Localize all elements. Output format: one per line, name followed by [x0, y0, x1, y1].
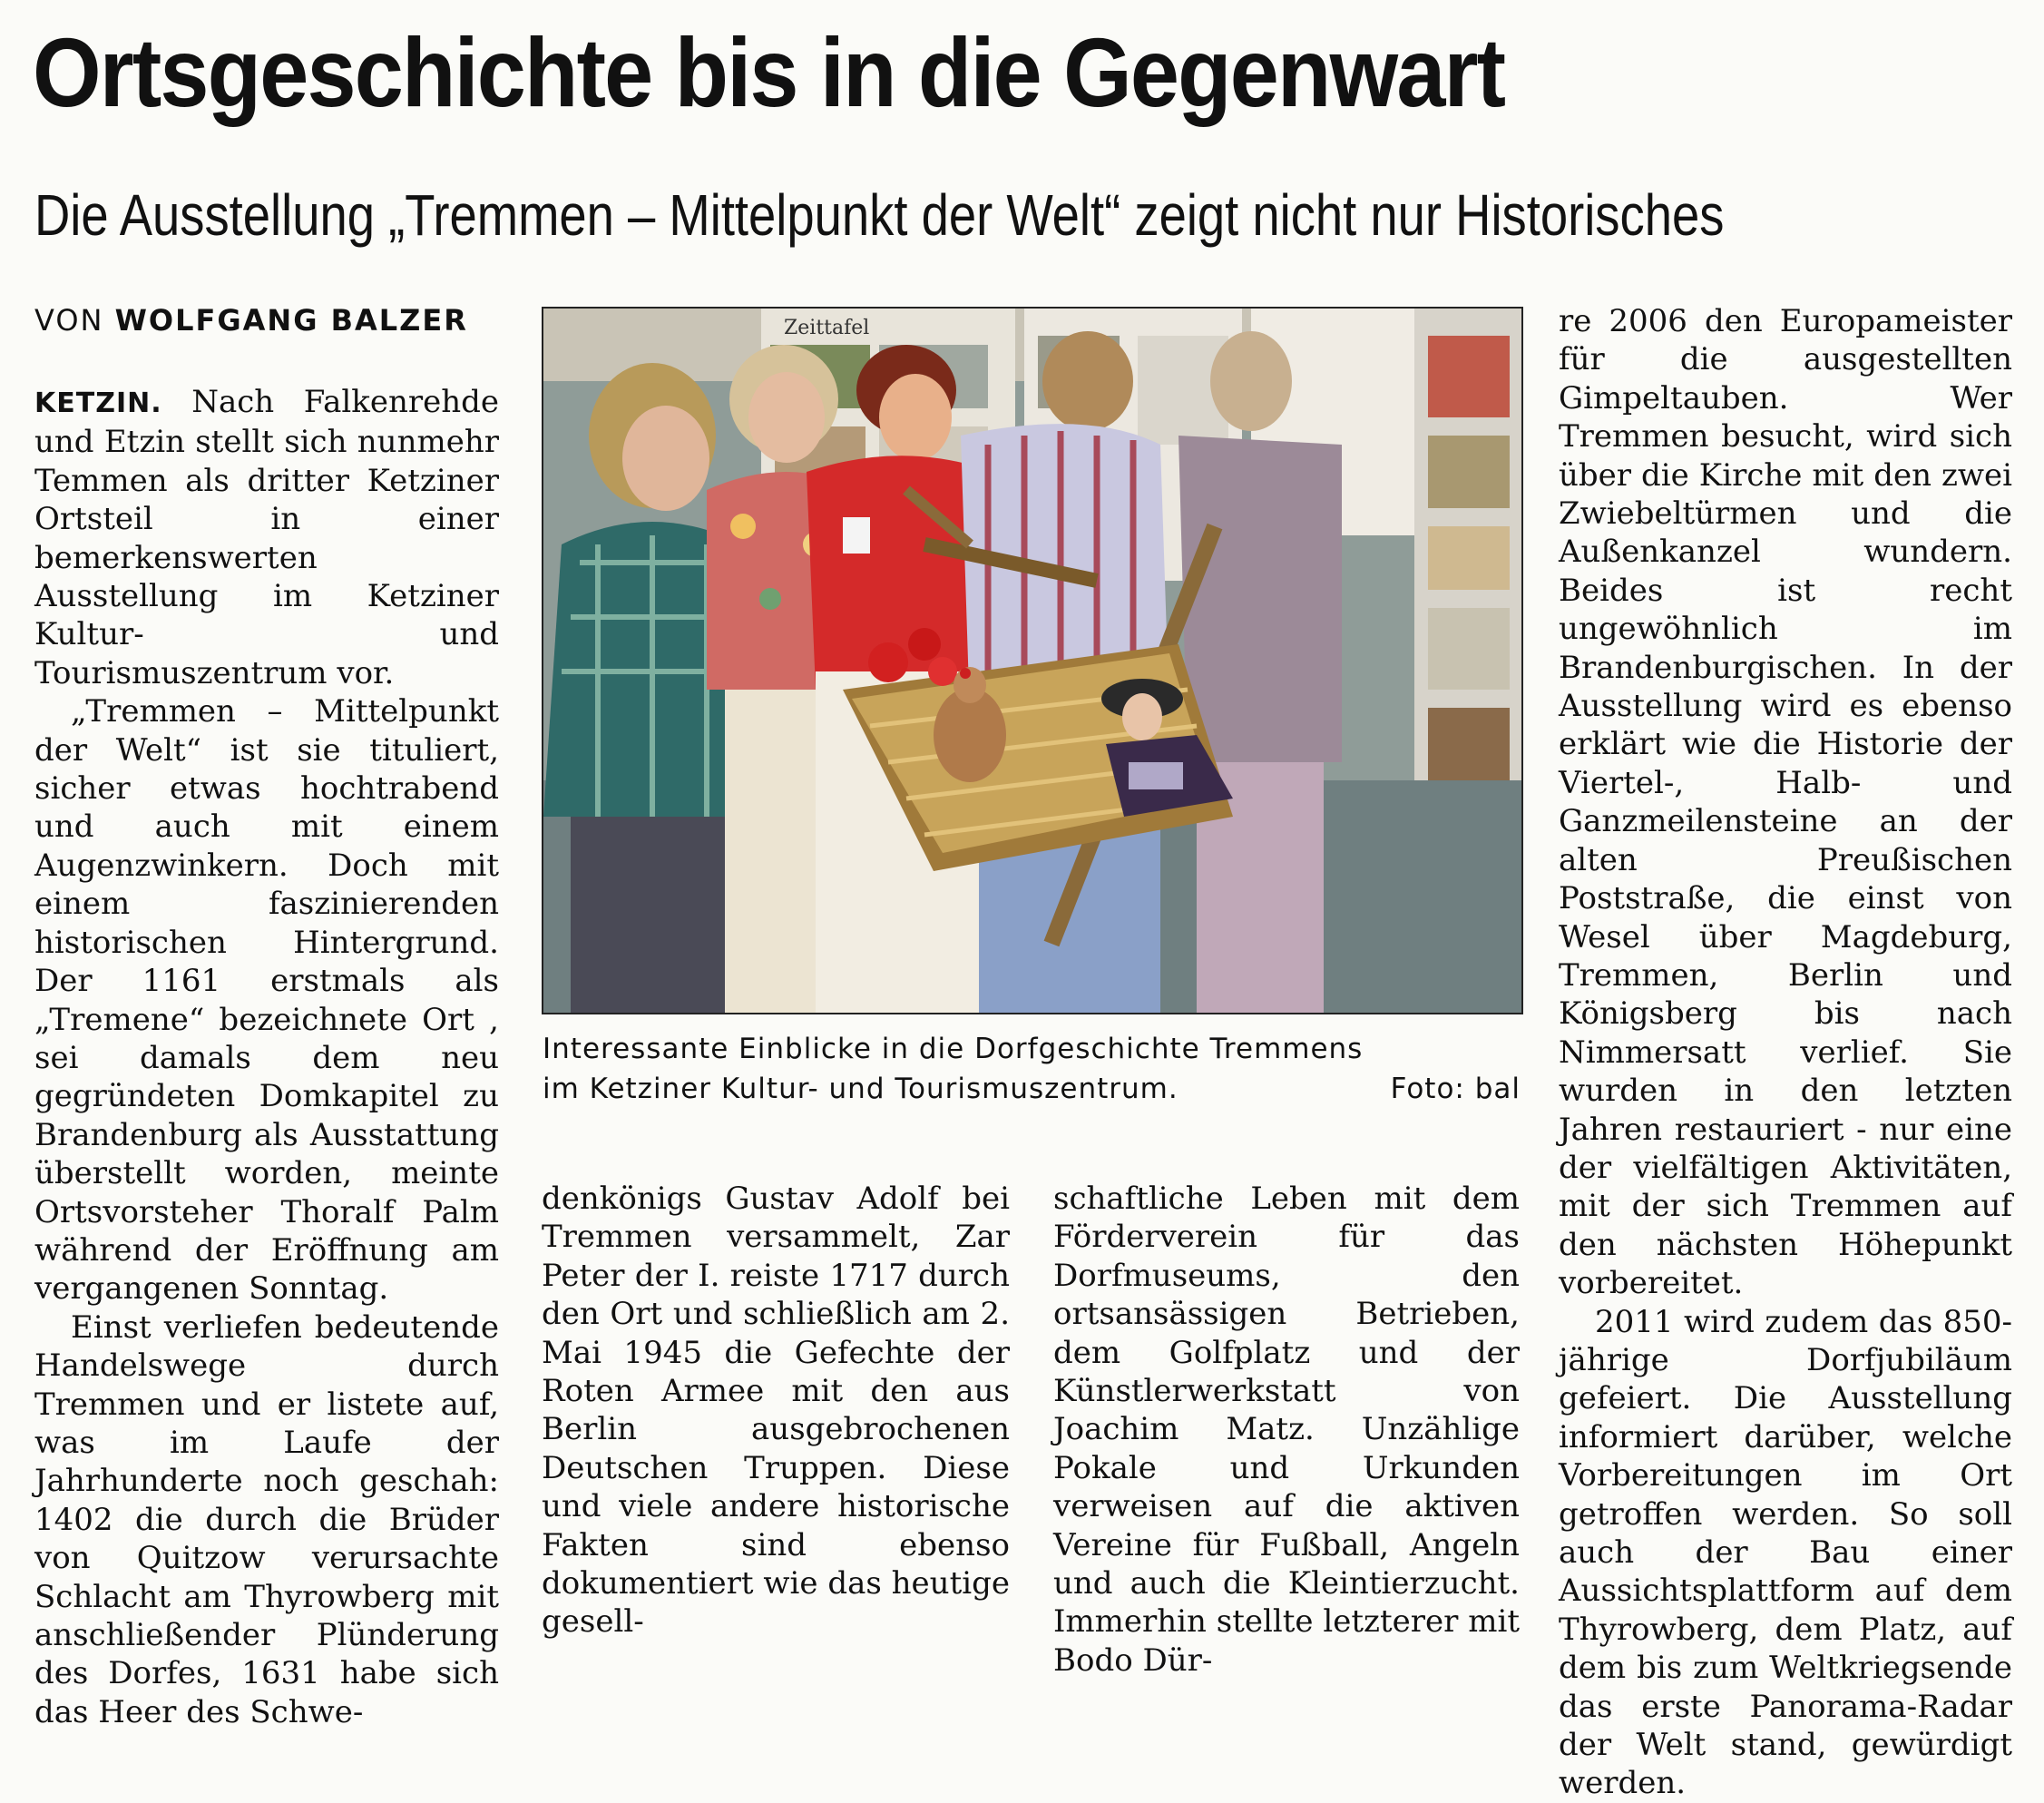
byline-prefix: VON: [34, 303, 104, 338]
article-column-2: [542, 1180, 1010, 1641]
lead-text: Nach Falkenrehde und Etzin stellt sich nunmehr Temmen als dritter Ketziner Ortsteil in einer bemerkenswerten Ausstellung im Ketziner Kultur- und Tourismuszentrum vor.: [34, 384, 499, 691]
photo-sign-text: Zeittafel: [784, 317, 870, 339]
photo-caption: [543, 1029, 1521, 1109]
author-name: WOLFGANG BALZER: [114, 303, 468, 338]
paragraph: „Tremmen – Mittelpunkt der Welt“ ist sie tituliert, sicher etwas hochtrabend und auch mit einem Augenzwinkern. Doch mit einem faszinierenden historischen Hintergrund. Der 1161 erstmals als „Tremene“ bezeichnete Ort , sei damals dem neu gegründeten Domkapitel zu Brandenburg als Ausstattung überstellt worden, meinte Ortsvorsteher Thoralf Palm während der Eröffnung am vergangenen Sonntag.: [34, 693, 499, 1308]
paragraph: Einst verliefen bedeutende Handelswege durch Tremmen und er listete auf, was im Laufe der Jahrhunderte noch geschah: 1402 die durch die Brüder von Quitzow verursachte Schlacht am Thyrowberg mit anschließender Plünderung des Dorfes, 1631 habe sich das Heer des Schwe-: [34, 1308, 499, 1730]
paragraph: re 2006 den Europameister für die ausgestellten Gimpeltauben. Wer Tremmen besucht, wird sich über die Kirche mit den zwei Zwiebeltürmen und die Außenkanzel wundern. Beides ist recht ungewöhnlich im Brandenburgischen. In der Ausstellung wird es ebenso erklärt wie die Historie der Viertel-, Halb- und Ganzmeilensteine an der alten Preußischen Poststraße, die einst von Wesel über Magdeburg, Tremmen, Berlin und Königsberg bis nach Nimmersatt verlief. Sie wurden in den letzten Jahren restauriert - nur eine der vielfältigen Aktivitäten, mit der sich Tremmen auf den nächsten Höhepunkt vorbereitet.: [1559, 303, 2012, 1302]
dateline: KETZIN.: [34, 387, 162, 419]
article-column-3: [1053, 1180, 1520, 1679]
article-column-4: [1559, 302, 2012, 1802]
article-photo: [542, 307, 1523, 1014]
article-column-1: [34, 383, 499, 1730]
paragraph: schaftliche Leben mit dem Förderverein für das Dorfmuseums, den ortsansässigen Betrieben, dem Golfplatz und der Künstlerwerkstatt von Joachim Matz. Unzählige Pokale und Urkunden verweisen auf die aktiven Vereine für Fußball, Angeln und auch die Kleintierzucht. Immerhin stellte letzterer mit Bodo Dür-: [1053, 1181, 1520, 1679]
subheadline: Die Ausstellung „Tremmen – Mittelpunkt der Welt“ zeigt nicht nur Historisches: [34, 182, 1725, 248]
caption-line-1: Interessante Einblicke in die Dorfgeschichte Tremmens: [543, 1033, 1364, 1065]
paragraph: denkönigs Gustav Adolf bei Tremmen versammelt, Zar Peter der I. reiste 1717 durch den Ort und schließlich am 2. Mai 1945 die Gefechte der Roten Armee mit den aus Berlin ausgebrochenen Deutschen Truppen. Diese und viele andere historische Fakten sind ebenso dokumentiert wie das heutige gesell-: [542, 1181, 1010, 1641]
photo-credit: Foto: bal: [1390, 1073, 1521, 1105]
caption-line-2: im Ketziner Kultur- und Tourismuszentrum.: [543, 1073, 1178, 1105]
paragraph: 2011 wird zudem das 850-jährige Dorfjubiläum gefeiert. Die Ausstellung informiert darüber, welche Vorbereitungen im Ort getroffen werden. So soll auch der Bau einer Aussichtsplattform auf dem Thyrowberg, dem Platz, auf dem bis zum Weltkriegsende das erste Panorama-Radar der Welt stand, gewürdigt werden.: [1559, 1303, 2012, 1802]
byline: [34, 303, 468, 338]
headline: Ortsgeschichte bis in die Gegenwart: [33, 17, 1505, 127]
lead-paragraph: [34, 383, 499, 692]
